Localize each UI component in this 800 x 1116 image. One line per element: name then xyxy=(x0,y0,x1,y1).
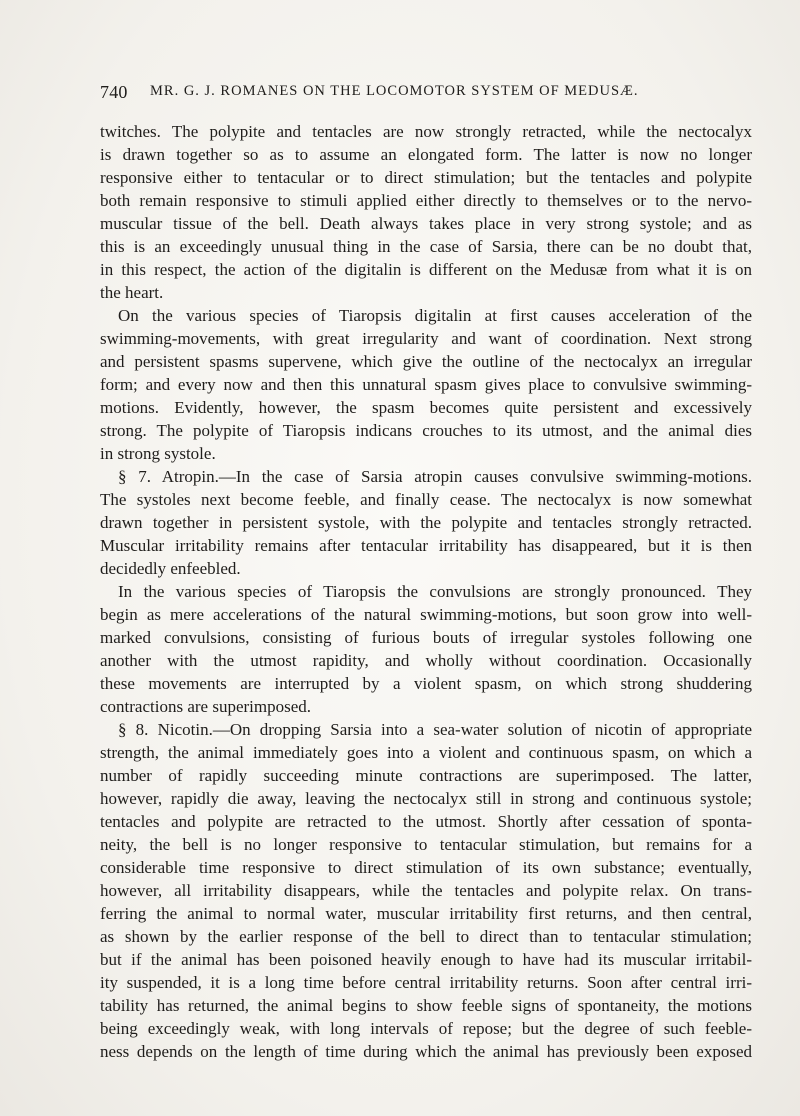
text-line: strong. The polypite of Tiaropsis indicans crouches to its utmost, and the animal dies xyxy=(100,421,752,440)
text-line: responsive either to tentacular or to direct stimulation; but the tentacles and polypite xyxy=(100,168,752,187)
text-line: ferring the animal to normal water, muscular irritability first returns, and then central, xyxy=(100,904,752,923)
text-line: these movements are interrupted by a violent spasm, on which strong shuddering xyxy=(100,674,752,693)
text-line: The systoles next become feeble, and finally cease. The nectocalyx is now somewhat xyxy=(100,490,752,509)
text-line: On the various species of Tiaropsis digitalin at first causes acceleration of the xyxy=(118,306,752,325)
text-line: twitches. The polypite and tentacles are now strongly retracted, while the nectocalyx xyxy=(100,122,752,141)
text-line: both remain responsive to stimuli applied either directly to themselves or to the nervo- xyxy=(100,191,752,210)
text-line: In the various species of Tiaropsis the convulsions are strongly pronounced. They xyxy=(118,582,752,601)
text-line: being exceedingly weak, with long intervals of repose; but the degree of such feeble- xyxy=(100,1019,752,1038)
text-line: strength, the animal immediately goes into a violent and continuous spasm, on which a xyxy=(100,743,752,762)
text-line: as shown by the earlier response of the bell to direct than to tentacular stimulation; xyxy=(100,927,752,946)
text-line: considerable time responsive to direct stimulation of its own substance; eventually, xyxy=(100,858,752,877)
body-text xyxy=(100,120,752,1063)
text-line: motions. Evidently, however, the spasm becomes quite persistent and excessively xyxy=(100,398,752,417)
page-header xyxy=(100,82,752,110)
text-line: Muscular irritability remains after tentacular irritability has disappeared, but it is then xyxy=(100,536,752,555)
text-line: marked convulsions, consisting of furious bouts of irregular systoles following one xyxy=(100,628,752,647)
text-line: drawn together in persistent systole, with the polypite and tentacles strongly retracted. xyxy=(100,513,752,532)
text-line: however, all irritability disappears, while the tentacles and polypite relax. On trans- xyxy=(100,881,752,900)
text-line: another with the utmost rapidity, and wholly without coordination. Occasionally xyxy=(100,651,752,670)
text-line: the heart. xyxy=(100,283,164,302)
text-line: number of rapidly succeeding minute contractions are superimposed. The latter, xyxy=(100,766,752,785)
text-line: begin as mere accelerations of the natural swimming-motions, but soon grow into well- xyxy=(100,605,752,624)
text-line: in this respect, the action of the digitalin is different on the Medusæ from what it is on xyxy=(100,260,752,279)
text-line: is drawn together so as to assume an elongated form. The latter is now no longer xyxy=(100,145,752,164)
page-number: 740 xyxy=(100,82,128,102)
text-line: but if the animal has been poisoned heavily enough to have had its muscular irritabil- xyxy=(100,950,752,969)
section-7-heading-line: § 7. Atropin.—In the case of Sarsia atropin causes convulsive swimming-motions. xyxy=(118,467,752,486)
text-line: form; and every now and then this unnatural spasm gives place to convulsive swimming- xyxy=(100,375,752,394)
running-title: MR. G. J. ROMANES ON THE LOCOMOTOR SYSTEM OF MEDUSÆ. xyxy=(150,83,639,99)
text-line: ness depends on the length of time during which the animal has previously been exposed xyxy=(100,1042,752,1061)
text-line: tability has returned, the animal begins to show feeble signs of spontaneity, the motions xyxy=(100,996,752,1015)
text-line: this is an exceedingly unusual thing in the case of Sarsia, there can be no doubt that, xyxy=(100,237,752,256)
text-line: neity, the bell is no longer responsive to tentacular stimulation, but remains for a xyxy=(100,835,752,854)
text-line: in strong systole. xyxy=(100,444,216,463)
section-8-heading-line: § 8. Nicotin.—On dropping Sarsia into a sea-water solution of nicotin of appropriate xyxy=(118,720,752,739)
text-line: muscular tissue of the bell. Death always takes place in very strong systole; and as xyxy=(100,214,752,233)
text-line: swimming-movements, with great irregularity and want of coordination. Next strong xyxy=(100,329,752,348)
text-line: however, rapidly die away, leaving the nectocalyx still in strong and continuous systole; xyxy=(100,789,752,808)
text-line: and persistent spasms supervene, which give the outline of the nectocalyx an irregular xyxy=(100,352,752,371)
text-line: decidedly enfeebled. xyxy=(100,559,241,578)
text-line: tentacles and polypite are retracted to the utmost. Shortly after cessation of sponta- xyxy=(100,812,752,831)
text-line: ity suspended, it is a long time before central irritability returns. Soon after central irri- xyxy=(100,973,752,992)
text-line: contractions are superimposed. xyxy=(100,697,312,716)
